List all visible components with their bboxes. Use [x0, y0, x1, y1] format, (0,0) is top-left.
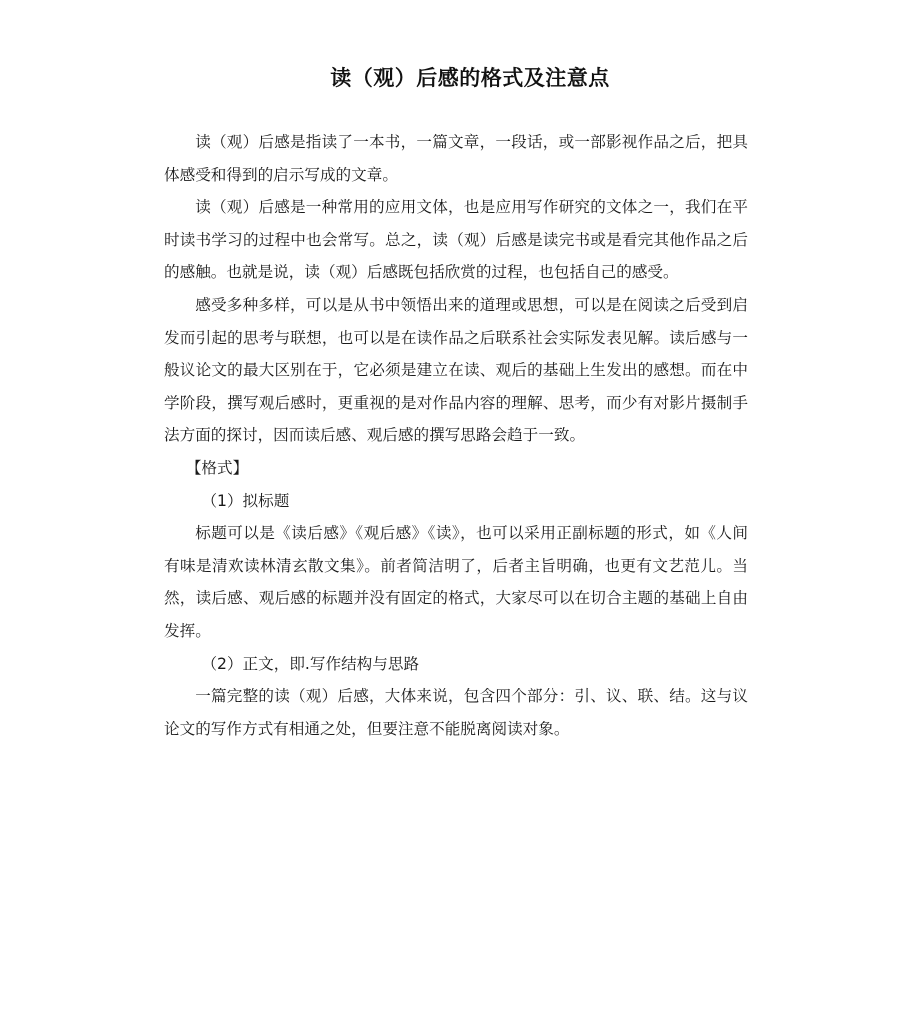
document-body: [164, 126, 748, 745]
section-heading-format: 【格式】: [185, 458, 249, 477]
paragraph-feelings: 感受多种多样，可以是从书中领悟出来的道理或思想，可以是在阅读之后受到启发而引起的思考与联想，也可以是在读作品之后联系社会实际发表见解。读后感与一般议论文的最大区别在于，它必须是建立在读、观后的基础上生发出的感想。而在中学阶段，撰写观后感时，更重视的是对作品内容的理解、思考，而少有对影片摄制手法方面的探讨，因而读后感、观后感的撰写思路会趋于一致。: [164, 295, 748, 445]
subsection-heading-body: （2）正文，即.写作结构与思路: [201, 654, 420, 673]
paragraph-title-guidance: 标题可以是《读后感》《观后感》《读》，也可以采用正副标题的形式，如《人间有味是清欢读林清玄散文集》。前者简洁明了，后者主旨明确，也更有文艺范儿。当然，读后感、观后感的标题并没有固定的格式，大家尽可以在切合主题的基础上自由发挥。: [164, 524, 748, 640]
paragraph-definition: 读（观）后感是指读了一本书，一篇文章，一段话，或一部影视作品之后，把具体感受和得到的启示写成的文章。: [164, 133, 748, 184]
document-title: 读（观）后感的格式及注意点: [330, 66, 610, 90]
paragraph-genre: 读（观）后感是一种常用的应用文体，也是应用写作研究的文体之一，我们在平时读书学习的过程中也会常写。总之，读（观）后感是读完书或是看完其他作品之后的感触。也就是说，读（观）后感既包括欣赏的过程，也包括自己的感受。: [164, 198, 748, 282]
subsection-heading-title: （1）拟标题: [201, 491, 290, 510]
paragraph-structure: 一篇完整的读（观）后感，大体来说，包含四个部分：引、议、联、结。这与议论文的写作方式有相通之处，但要注意不能脱离阅读对象。: [164, 687, 748, 738]
